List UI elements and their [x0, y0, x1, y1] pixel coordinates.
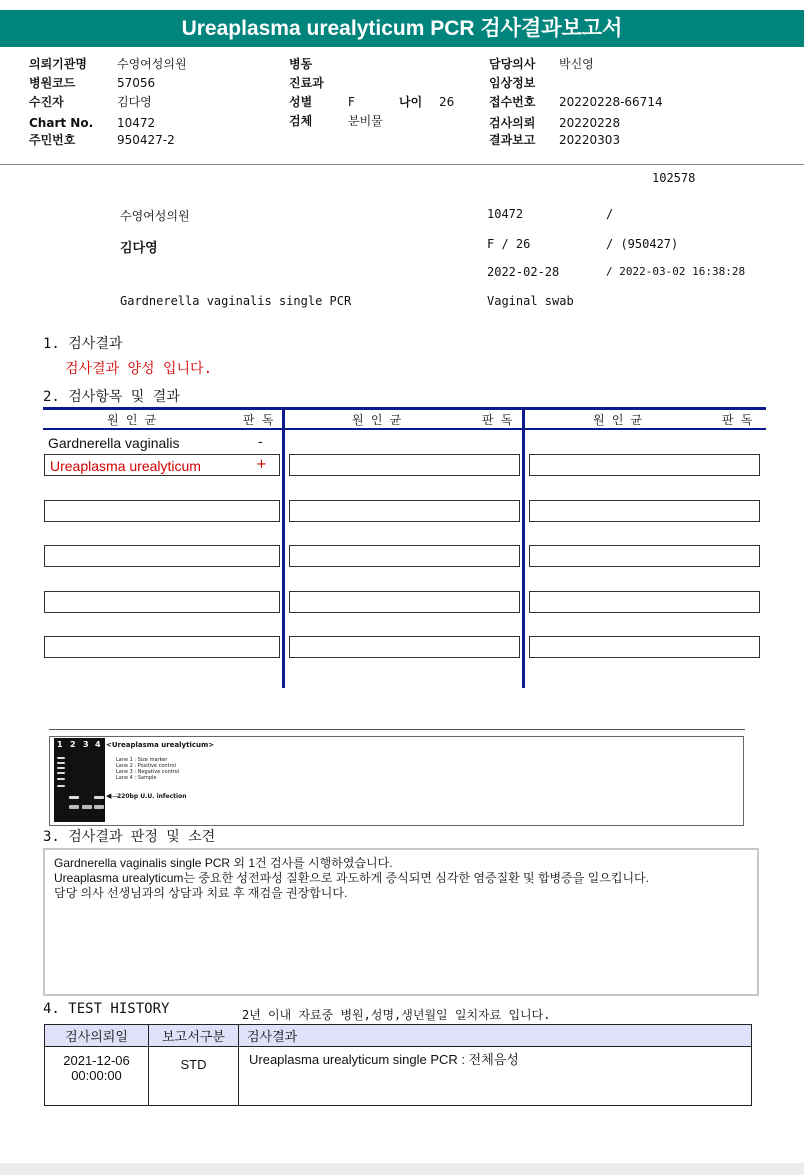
- lane-number: 2: [70, 740, 76, 749]
- hospital-code-label: 병원코드: [29, 76, 76, 90]
- section1-heading: 1. 검사결과: [43, 336, 123, 352]
- gel-band: [57, 785, 65, 787]
- grid-top-rule: [43, 407, 766, 410]
- col1-organism-header: 원 인 균: [107, 413, 157, 427]
- requesting-org-value: 수영여성의원: [117, 57, 187, 71]
- col2-organism-header: 원 인 균: [352, 413, 402, 427]
- chart-no-label: Chart No.: [29, 116, 94, 130]
- requesting-org-label: 의뢰기관명: [29, 57, 87, 71]
- lane-number: 3: [83, 740, 89, 749]
- result-cell: [529, 591, 760, 613]
- opinion-line: Gardnerella vaginalis single PCR 외 1건 검사를 시행하였습니다.: [54, 856, 393, 870]
- ward-label: 병동: [289, 57, 313, 71]
- physician-label: 담당의사: [489, 57, 536, 71]
- physician-value: 박신영: [559, 57, 594, 71]
- info-specimen: Vaginal swab: [487, 294, 574, 308]
- gel-band: [57, 772, 65, 774]
- history-time: 00:00:00: [71, 1068, 122, 1083]
- info-test-name: Gardnerella vaginalis single PCR: [120, 294, 352, 308]
- col3-judge-header: 판 독: [722, 413, 753, 427]
- dept-label: 진료과: [289, 76, 324, 90]
- result-cell: [44, 500, 280, 522]
- chart-no-value: 10472: [117, 116, 156, 130]
- lane-number: 1: [57, 740, 63, 749]
- info-receipt-date: 2022-02-28: [487, 265, 560, 279]
- result-cell: [289, 454, 520, 476]
- history-table: [44, 1024, 752, 1106]
- gel-image: [54, 738, 105, 822]
- gel-band: [94, 805, 104, 809]
- header-divider: [0, 164, 804, 165]
- gel-image-frame: [49, 736, 744, 826]
- footer-bar: [0, 1163, 804, 1175]
- gel-top-rule: [49, 729, 745, 730]
- result-cell: [44, 545, 280, 567]
- info-patient-name: 김다영: [120, 241, 158, 256]
- receipt-no-value: 20220228-66714: [559, 95, 663, 109]
- history-result: Ureaplasma urealyticum single PCR : 전체음성: [239, 1047, 752, 1106]
- result-cell: [289, 500, 520, 522]
- history-date-cell: [45, 1047, 149, 1106]
- result-cell: [529, 454, 760, 476]
- report-date-label: 결과보고: [489, 133, 536, 147]
- gel-band: [57, 762, 65, 764]
- grid-header-rule: [43, 428, 766, 430]
- result-cell: [289, 591, 520, 613]
- gel-legend-item: Lane 4 : Sample: [116, 775, 157, 781]
- gel-arrow-icon: ◀—: [106, 792, 119, 800]
- report-code: 102578: [652, 171, 696, 185]
- age-label: 나이: [399, 95, 423, 109]
- judge-ureaplasma: +: [256, 457, 267, 472]
- specimen-value: 분비물: [348, 114, 383, 128]
- opinion-line: 담당 의사 선생님과의 상담과 치료 후 재검을 권장합니다.: [54, 886, 348, 900]
- patient-label: 수진자: [29, 95, 64, 109]
- organism-gardnerella: Gardnerella vaginalis: [48, 435, 180, 451]
- gel-legend-item: Lane 1 : Size marker: [116, 757, 168, 763]
- gel-band: [57, 757, 65, 759]
- hospital-code-value: 57056: [117, 76, 156, 90]
- patient-value: 김다영: [117, 95, 152, 109]
- request-date-label: 검사의뢰: [489, 116, 536, 130]
- result-cell: [529, 636, 760, 658]
- gel-legend-item: Lane 2 : Positive control: [116, 763, 176, 769]
- section3-heading: 3. 검사결과 판정 및 소견: [43, 829, 216, 845]
- gel-title: <Ureaplasma urealyticum>: [106, 741, 215, 749]
- organism-ureaplasma: Ureaplasma urealyticum: [50, 458, 201, 474]
- request-date-value: 20220228: [559, 116, 621, 130]
- history-type: STD: [149, 1047, 239, 1106]
- sex-label: 성별: [289, 95, 313, 109]
- history-col-report-type: 보고서구분: [149, 1025, 239, 1047]
- history-col-result: 검사결과: [239, 1025, 752, 1047]
- info-sex-age: F / 26: [487, 237, 531, 251]
- gel-legend-item: Lane 3 : Negative control: [116, 769, 180, 775]
- receipt-no-label: 접수번호: [489, 95, 536, 109]
- report-date-value: 20220303: [559, 133, 621, 147]
- history-date: 2021-12-06: [63, 1053, 130, 1068]
- sex-value: F: [348, 95, 355, 109]
- age-value: 26: [439, 95, 455, 109]
- col3-organism-header: 원 인 균: [593, 413, 643, 427]
- result-cell: [289, 545, 520, 567]
- col2-judge-header: 판 독: [482, 413, 513, 427]
- result-summary: 검사결과 양성 입니다.: [65, 361, 213, 377]
- gel-band: [94, 796, 104, 799]
- gel-band: [82, 805, 92, 809]
- gel-band: [57, 778, 65, 780]
- gel-band: [57, 767, 65, 769]
- info-report-datetime: / 2022-03-02 16:38:28: [606, 265, 746, 278]
- opinion-box: [43, 848, 759, 996]
- gel-band-label: 220bp U.U. infection: [117, 793, 187, 800]
- result-cell: [529, 500, 760, 522]
- gel-band: [69, 805, 79, 809]
- result-cell: [529, 545, 760, 567]
- gel-band: [69, 796, 79, 799]
- info-hospital: 수영여성의원: [120, 209, 190, 223]
- section2-heading: 2. 검사항목 및 결과: [43, 389, 180, 405]
- grid-divider-1: [282, 407, 285, 688]
- history-note: 2년 이내 자료중 병원,성명,생년월일 일치자료 입니다.: [242, 1008, 551, 1022]
- clinical-info-label: 임상정보: [489, 76, 536, 90]
- result-cell: [44, 636, 280, 658]
- history-col-request-date: 검사의뢰일: [45, 1025, 149, 1047]
- specimen-label: 검체: [289, 114, 313, 128]
- section4-heading: 4. TEST HISTORY: [43, 1001, 170, 1017]
- table-row: [45, 1047, 752, 1106]
- grid-divider-2: [522, 407, 525, 688]
- info-chart-no: 10472: [487, 207, 524, 221]
- col1-judge-header: 판 독: [243, 413, 274, 427]
- result-cell: [289, 636, 520, 658]
- judge-gardnerella: -: [258, 435, 263, 450]
- info-chart-sep: /: [606, 207, 614, 221]
- info-birth: / (950427): [606, 237, 679, 251]
- resident-no-value: 950427-2: [117, 133, 175, 147]
- resident-no-label: 주민번호: [29, 133, 76, 147]
- report-title: Ureaplasma urealyticum PCR 검사결과보고서: [0, 10, 804, 47]
- lane-number: 4: [95, 740, 101, 749]
- result-cell: [44, 591, 280, 613]
- opinion-line: Ureaplasma urealyticum는 중요한 성전파성 질환으로 과도하게 증식되면 심각한 염증질환 및 합병증을 일으킵니다.: [54, 871, 649, 885]
